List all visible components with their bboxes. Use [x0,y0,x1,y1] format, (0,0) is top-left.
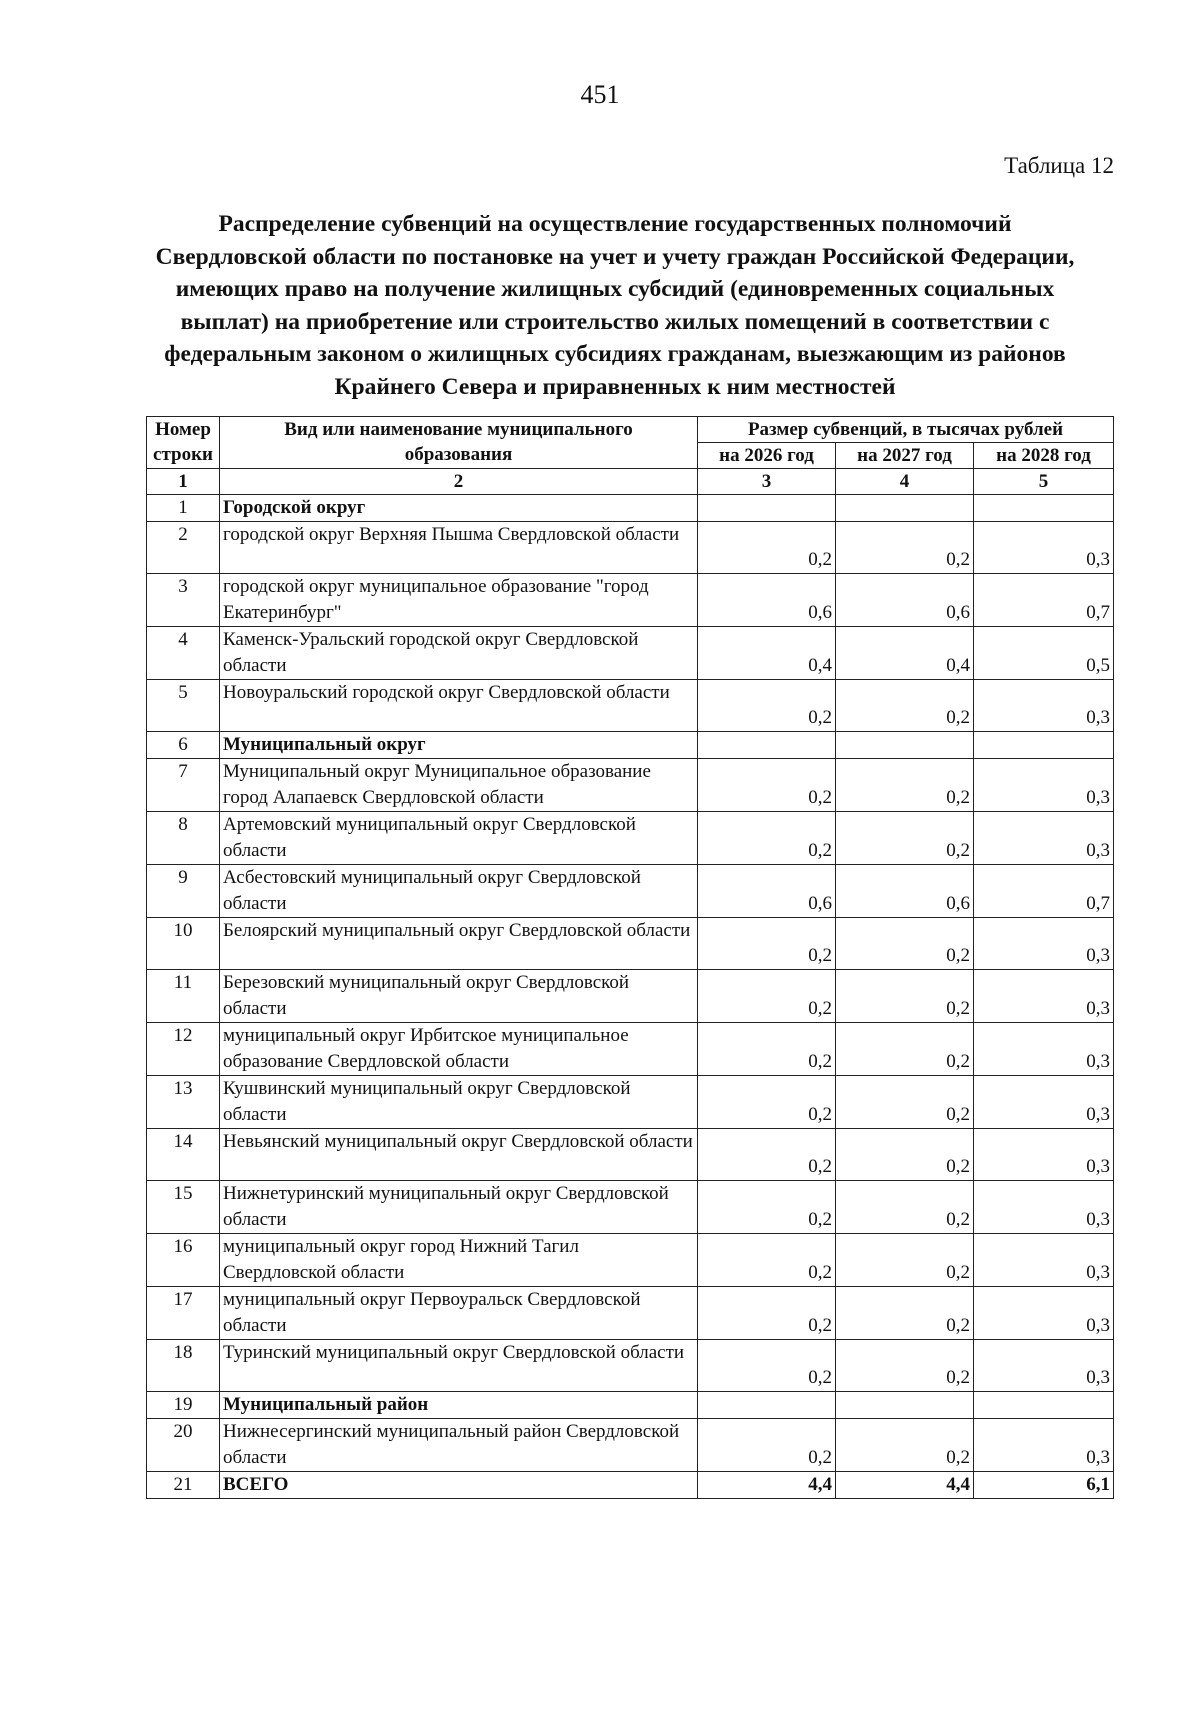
table-row [147,918,1114,970]
row-number-cell: 6 [147,732,220,759]
row-number-cell: 18 [147,1340,220,1392]
title-line: Свердловской области по постановке на учет и учету граждан Российской Федерации, [155,243,1075,270]
municipality-name-cell: Нижнетуринский муниципальный округ Свердловской области [220,1181,698,1234]
row-number-cell: 8 [147,812,220,865]
table-row [147,522,1114,574]
value-2028-cell [974,1392,1114,1419]
row-number-cell: 21 [147,1472,220,1499]
title-line: имеющих право на получение жилищных субсидий (единовременных социальных [175,276,1055,302]
row-number-cell: 12 [147,1023,220,1076]
municipality-name-cell: Асбестовский муниципальный округ Свердловской области [220,865,698,918]
table-row [147,680,1114,732]
header-row-number-line2: строки [153,444,213,465]
value-2026-cell: 0,2 [698,1076,836,1129]
value-2027-cell [836,1392,974,1419]
table-row [147,1287,1114,1340]
value-2028-cell: 0,3 [974,1181,1114,1234]
value-2028-cell: 0,3 [974,1023,1114,1076]
document-title [130,208,1100,403]
municipality-name-cell: городской округ муниципальное образование "город Екатеринбург" [220,574,698,627]
table-row [147,1181,1114,1234]
value-2028-cell: 0,3 [974,522,1114,574]
row-number-cell: 17 [147,1287,220,1340]
table-row [147,1340,1114,1392]
header-year-2026: на 2026 год [698,443,836,469]
value-2026-cell: 0,6 [698,865,836,918]
value-2027-cell: 0,2 [836,1129,974,1181]
title-line: Распределение субвенций на осуществление государственных полномочий [218,211,1012,237]
municipality-name-cell: Невьянский муниципальный округ Свердловской области [220,1129,698,1181]
value-2026-cell: 0,2 [698,1181,836,1234]
header-municipality-line2: образования [404,444,513,465]
value-2028-cell [974,732,1114,759]
table-row [147,759,1114,812]
value-2026-cell [698,732,836,759]
value-2027-cell: 0,2 [836,680,974,732]
municipality-name-cell: городской округ Верхняя Пышма Свердловской области [220,522,698,574]
municipality-name-cell: Артемовский муниципальный округ Свердловской области [220,812,698,865]
header-row-number-line1: Номер [155,419,211,440]
value-2027-cell: 0,2 [836,1076,974,1129]
value-2027-cell: 0,2 [836,918,974,970]
table-row [147,732,1114,759]
value-2028-cell: 0,3 [974,680,1114,732]
table-row [147,1234,1114,1287]
table-row [147,1129,1114,1181]
value-2028-cell: 0,3 [974,918,1114,970]
table-row [147,1419,1114,1472]
table-row [147,812,1114,865]
municipality-name-cell: Муниципальный округ Муниципальное образование город Алапаевск Свердловской области [220,759,698,812]
municipality-name-cell: муниципальный округ Первоуральск Свердловской области [220,1287,698,1340]
row-number-cell: 14 [147,1129,220,1181]
table-row [147,627,1114,680]
value-2028-cell: 0,3 [974,1076,1114,1129]
value-2027-cell: 0,2 [836,1234,974,1287]
header-year-2028: на 2028 год [974,443,1114,469]
municipality-name-cell: Муниципальный округ [220,732,698,759]
column-number: 2 [220,469,698,495]
municipality-name-cell: Кушвинский муниципальный округ Свердловской области [220,1076,698,1129]
value-2026-cell: 0,2 [698,1340,836,1392]
row-number-cell: 10 [147,918,220,970]
column-number: 5 [974,469,1114,495]
value-2026-cell: 0,2 [698,759,836,812]
value-2028-cell: 0,3 [974,1234,1114,1287]
value-2027-cell: 0,2 [836,812,974,865]
value-2027-cell: 0,4 [836,627,974,680]
value-2027-cell: 0,2 [836,1419,974,1472]
value-2026-cell: 0,2 [698,680,836,732]
row-number-cell: 11 [147,970,220,1023]
row-number-cell: 2 [147,522,220,574]
table-row [147,1472,1114,1499]
value-2028-cell [974,495,1114,522]
value-2027-cell: 0,2 [836,522,974,574]
value-2028-cell: 0,3 [974,1129,1114,1181]
municipality-name-cell: Каменск-Уральский городской округ Свердловской области [220,627,698,680]
row-number-cell: 20 [147,1419,220,1472]
municipality-name-cell: Туринский муниципальный округ Свердловской области [220,1340,698,1392]
row-number-cell: 9 [147,865,220,918]
table-row [147,574,1114,627]
value-2027-cell [836,732,974,759]
value-2027-cell: 0,2 [836,1181,974,1234]
value-2028-cell: 0,5 [974,627,1114,680]
value-2027-cell: 0,2 [836,970,974,1023]
municipality-name-cell: Березовский муниципальный округ Свердловской области [220,970,698,1023]
table-row [147,495,1114,522]
value-2026-cell: 0,2 [698,1419,836,1472]
table-body [147,495,1114,1499]
value-2028-cell: 0,3 [974,970,1114,1023]
value-2027-cell: 0,2 [836,759,974,812]
municipality-name-cell: муниципальный округ город Нижний Тагил Свердловской области [220,1234,698,1287]
value-2028-cell: 6,1 [974,1472,1114,1499]
row-number-cell: 15 [147,1181,220,1234]
municipality-name-cell: Городской округ [220,495,698,522]
column-number: 4 [836,469,974,495]
value-2028-cell: 0,3 [974,812,1114,865]
value-2026-cell: 0,2 [698,970,836,1023]
municipality-name-cell: ВСЕГО [220,1472,698,1499]
value-2026-cell: 0,2 [698,918,836,970]
municipality-name-cell: Новоуральский городской округ Свердловской области [220,680,698,732]
table-row [147,1392,1114,1419]
row-number-cell: 3 [147,574,220,627]
value-2026-cell: 0,4 [698,627,836,680]
row-number-cell: 7 [147,759,220,812]
header-municipality-line1: Вид или наименование муниципального [284,419,633,440]
row-number-cell: 5 [147,680,220,732]
table-row [147,1023,1114,1076]
value-2028-cell: 0,3 [974,759,1114,812]
value-2026-cell [698,495,836,522]
value-2028-cell: 0,3 [974,1287,1114,1340]
title-line: Крайнего Севера и приравненных к ним местностей [334,373,896,400]
value-2026-cell: 0,2 [698,1287,836,1340]
municipality-name-cell: Нижнесергинский муниципальный район Свердловской области [220,1419,698,1472]
value-2027-cell: 0,2 [836,1287,974,1340]
value-2026-cell: 0,2 [698,1023,836,1076]
subvention-table [146,416,1114,1499]
header-year-2027: на 2027 год [836,443,974,469]
header-amount-group: Размер субвенций, в тысячах рублей [698,417,1114,443]
value-2026-cell: 4,4 [698,1472,836,1499]
value-2026-cell: 0,2 [698,522,836,574]
value-2027-cell: 4,4 [836,1472,974,1499]
value-2027-cell: 0,6 [836,574,974,627]
column-number: 1 [147,469,220,495]
page-number: 451 [580,80,620,109]
header-row-number [147,417,220,469]
title-line: федеральным законом о жилищных субсидиях гражданам, выезжающим из районов [164,341,1066,367]
table-row [147,1076,1114,1129]
value-2028-cell: 0,3 [974,1340,1114,1392]
value-2028-cell: 0,7 [974,865,1114,918]
value-2026-cell: 0,2 [698,812,836,865]
row-number-cell: 16 [147,1234,220,1287]
value-2027-cell: 0,2 [836,1340,974,1392]
value-2026-cell: 0,2 [698,1234,836,1287]
table-row [147,970,1114,1023]
municipality-name-cell: Белоярский муниципальный округ Свердловской области [220,918,698,970]
table-row [147,865,1114,918]
value-2028-cell: 0,7 [974,574,1114,627]
value-2028-cell: 0,3 [974,1419,1114,1472]
header-municipality [220,417,698,469]
title-line: выплат) на приобретение или строительство жилых помещений в соответствии с [180,308,1050,335]
row-number-cell: 4 [147,627,220,680]
value-2026-cell: 0,6 [698,574,836,627]
row-number-cell: 13 [147,1076,220,1129]
value-2027-cell: 0,2 [836,1023,974,1076]
column-number: 3 [698,469,836,495]
value-2027-cell: 0,6 [836,865,974,918]
municipality-name-cell: муниципальный округ Ирбитское муниципальное образование Свердловской области [220,1023,698,1076]
municipality-name-cell: Муниципальный район [220,1392,698,1419]
value-2026-cell [698,1392,836,1419]
value-2027-cell [836,495,974,522]
row-number-cell: 1 [147,495,220,522]
row-number-cell: 19 [147,1392,220,1419]
value-2026-cell: 0,2 [698,1129,836,1181]
table-label: Таблица 12 [1004,153,1114,178]
